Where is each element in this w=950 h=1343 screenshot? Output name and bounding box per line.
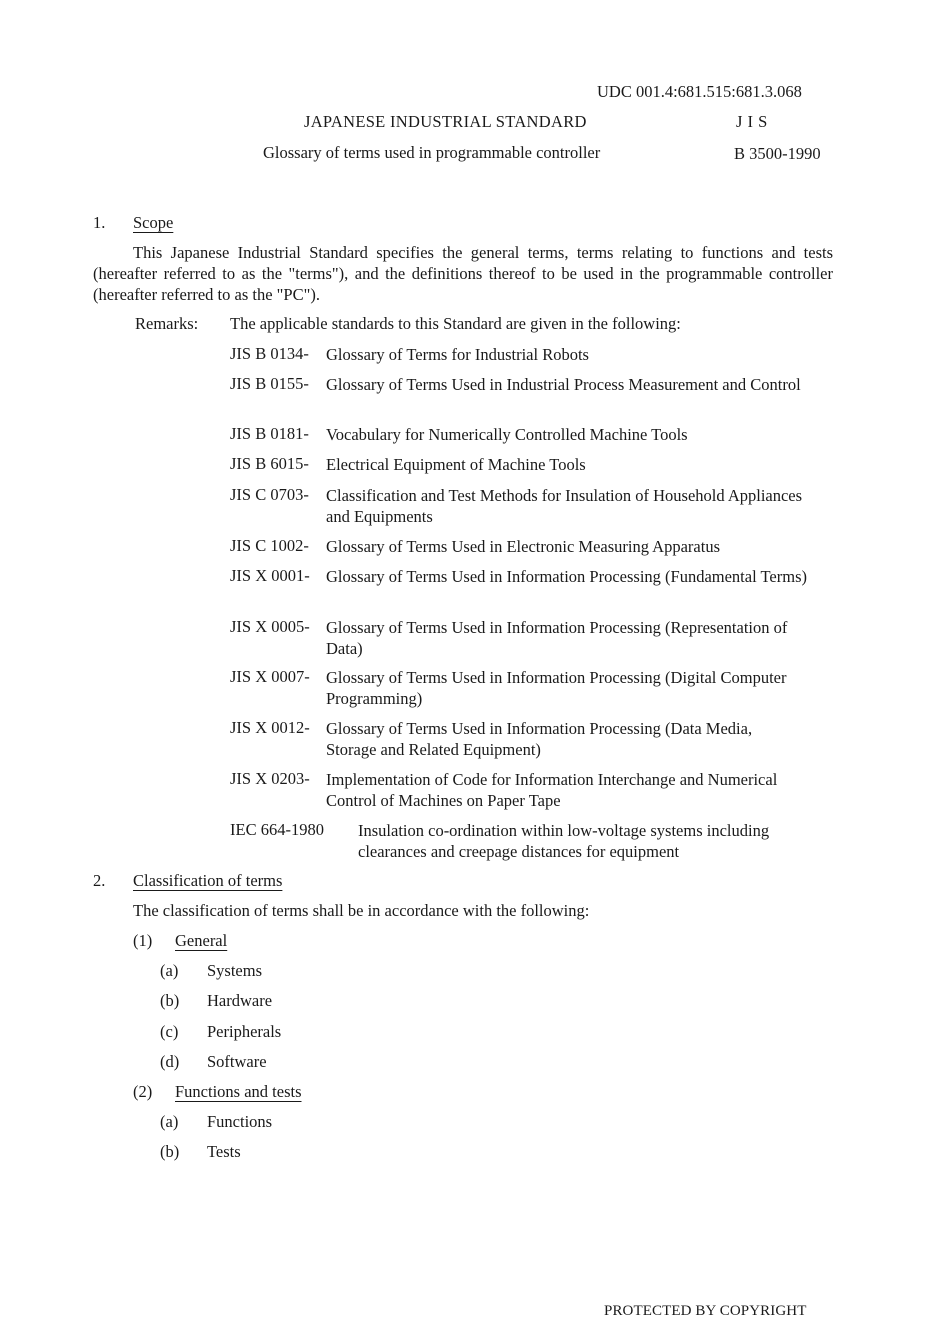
reference-title: Glossary of Terms Used in Information Processing (Data Media, Storage and Related Equipment)	[326, 719, 753, 759]
item-label: (d)	[160, 1052, 180, 1071]
section-2-title: Classification of terms	[133, 871, 283, 890]
item-label: (b)	[160, 1142, 180, 1161]
reference-title: Glossary of Terms Used in Information Processing (Representation of Data)	[326, 618, 788, 658]
reference-title: Vocabulary for Numerically Controlled Machine Tools	[326, 425, 688, 444]
udc-classification: UDC 001.4:681.515:681.3.068	[597, 82, 802, 101]
scope-paragraph: This Japanese Industrial Standard specifies the general terms, terms relating to functions and tests (hereafter referred to as the "terms"), and the definitions thereof to be used in the programmable controller (hereafter referred to as the "PC").	[93, 243, 833, 304]
reference-title: Glossary of Terms Used in Information Processing (Digital Computer Programming)	[326, 668, 787, 708]
reference-code: JIS B 0181-	[230, 424, 309, 443]
reference-code: JIS X 0001-	[230, 566, 310, 585]
section-2-number: 2.	[93, 871, 106, 890]
group-label: (1)	[133, 931, 153, 950]
item-label: (a)	[160, 1112, 179, 1131]
reference-code: JIS B 0134-	[230, 344, 309, 363]
reference-title: Classification and Test Methods for Insulation of Household Appliances and Equipments	[326, 486, 803, 526]
group-label: (2)	[133, 1082, 153, 1101]
group-title: General	[175, 931, 228, 950]
standard-title: JAPANESE INDUSTRIAL STANDARD	[304, 112, 587, 131]
classification-intro: The classification of terms shall be in accordance with the following:	[133, 901, 590, 920]
remarks-text: The applicable standards to this Standard are given in the following:	[230, 314, 681, 333]
item-label: (a)	[160, 961, 179, 980]
document-number: B 3500-1990	[734, 144, 821, 163]
reference-code: JIS X 0012-	[230, 718, 310, 737]
reference-code: JIS X 0203-	[230, 769, 310, 788]
reference-title: Insulation co-ordination within low-voltage systems including clearances and creepage distances for equipment	[358, 821, 770, 861]
section-1-number: 1.	[93, 213, 106, 232]
reference-code: JIS C 1002-	[230, 536, 309, 555]
item-text: Peripherals	[207, 1022, 282, 1041]
group-title: Functions and tests	[175, 1082, 302, 1101]
reference-code: JIS B 6015-	[230, 454, 309, 473]
item-text: Functions	[207, 1112, 273, 1131]
reference-code: JIS X 0005-	[230, 617, 310, 636]
reference-title: Glossary of Terms Used in Electronic Measuring Apparatus	[326, 537, 720, 556]
document-title: Glossary of terms used in programmable controller	[263, 143, 601, 162]
item-text: Software	[207, 1052, 267, 1071]
reference-title: Glossary of Terms Used in Information Processing (Fundamental Terms)	[326, 567, 807, 586]
item-label: (b)	[160, 991, 180, 1010]
reference-code: JIS C 0703-	[230, 485, 309, 504]
item-text: Systems	[207, 961, 263, 980]
reference-code: IEC 664-1980	[230, 820, 324, 839]
reference-title: Glossary of Terms Used in Industrial Process Measurement and Control	[326, 375, 801, 394]
copyright-notice: PROTECTED BY COPYRIGHT	[604, 1303, 807, 1319]
reference-title: Implementation of Code for Information Interchange and Numerical Control of Machines on Paper Tape	[326, 770, 778, 810]
item-text: Tests	[207, 1142, 241, 1161]
reference-title: Glossary of Terms for Industrial Robots	[326, 345, 589, 364]
reference-code: JIS X 0007-	[230, 667, 310, 686]
reference-title: Electrical Equipment of Machine Tools	[326, 455, 586, 474]
jis-mark: J I S	[736, 112, 768, 131]
section-1-title: Scope	[133, 213, 174, 232]
item-label: (c)	[160, 1022, 179, 1041]
item-text: Hardware	[207, 991, 273, 1010]
remarks-label: Remarks:	[135, 314, 199, 333]
reference-code: JIS B 0155-	[230, 374, 309, 393]
